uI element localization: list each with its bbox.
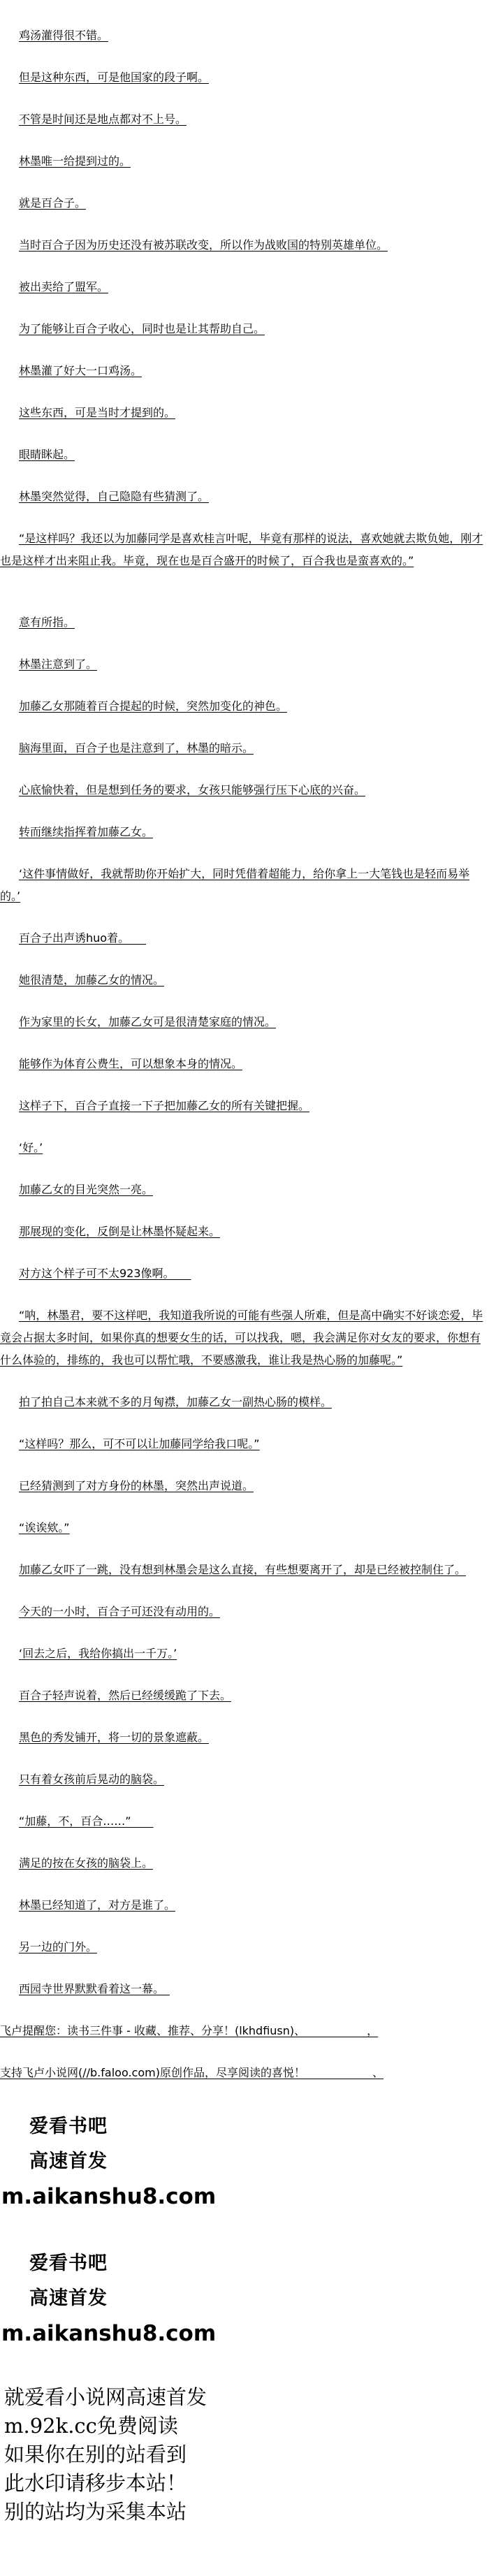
- novel-paragraph: 转而继续指挥着加藤乙女。: [19, 825, 154, 838]
- novel-paragraph: 为了能够让百合子收心，同时也是让其帮助自己。: [19, 322, 265, 335]
- novel-paragraph: 心底愉快着，但是想到任务的要求，女孩只能够强行压下心底的兴奋。: [19, 783, 366, 796]
- promo-block: [0, 2109, 489, 2351]
- novel-paragraph: 这样子下，百合子直接一下子把加藤乙女的所有关键把握。: [19, 1099, 310, 1112]
- novel-paragraph: 鸡汤灌得很不错。: [19, 29, 109, 42]
- novel-paragraph: 不管是时间还是地点都对不上号。: [19, 112, 187, 126]
- novel-paragraph: 脑海里面，百合子也是注意到了，林墨的暗示。: [19, 741, 254, 755]
- novel-paragraph: 百合子出声诱huo着。: [19, 931, 147, 945]
- novel-paragraph: 当时百合子因为历史还没有被苏联改变，所以作为战败国的特别英雄单位。: [19, 238, 388, 252]
- novel-paragraph: 林墨已经知道了，对方是谁了。: [19, 1898, 176, 1912]
- novel-paragraph: 她很清楚，加藤乙女的情况。: [19, 973, 165, 987]
- novel-paragraph: 满足的按在女孩的脑袋上。: [19, 1856, 154, 1870]
- novel-paragraph: 那展现的变化，反倒是让林墨怀疑起来。: [19, 1225, 221, 1238]
- novel-paragraph: 被出卖给了盟军。: [19, 280, 109, 293]
- novel-paragraph: 今天的一小时，百合子可还没有动用的。: [19, 1605, 221, 1618]
- novel-paragraph: 林墨唯一给提到过的。: [19, 154, 131, 168]
- novel-paragraph: “加藤，不，百合……”: [19, 1814, 154, 1828]
- novel-paragraph: 能够作为体育公费生，可以想象本身的情况。: [19, 1057, 243, 1070]
- watermark-line: m.92k.cc免费阅读: [4, 2414, 178, 2438]
- novel-paragraph: 林墨突然觉得，自己隐隐有些猜测了。: [19, 490, 210, 503]
- promo-site-url: m.aikanshu8.com: [1, 2184, 217, 2209]
- watermark-line: 别的站均为采集本站: [4, 2500, 187, 2524]
- promo-line: 爱看书吧: [29, 2116, 108, 2137]
- novel-paragraph: 林墨灌了好大一口鸡汤。: [19, 364, 143, 377]
- novel-paragraph: ‘这件事情做好，我就帮助你开始扩大，同时凭借着超能力，给你拿上一大笔钱也是轻而易举的。’: [0, 867, 470, 903]
- promo-line: 高速首发: [29, 2287, 108, 2309]
- novel-paragraph: 作为家里的长女，加藤乙女可是很清楚家庭的情况。: [19, 1015, 277, 1028]
- novel-paragraph: 但是这种东西，可是他国家的段子啊。: [19, 71, 210, 84]
- novel-paragraph: 眼睛眯起。: [19, 448, 75, 461]
- novel-paragraph: 就是百合子。: [19, 196, 87, 210]
- novel-paragraph: 林墨注意到了。: [19, 657, 98, 671]
- novel-paragraph: 已经猜测到了对方身份的林墨，突然出声说道。: [19, 1479, 254, 1492]
- promo-site-url: m.aikanshu8.com: [1, 2321, 217, 2346]
- novel-paragraph: “诶诶欸。”: [19, 1521, 70, 1534]
- novel-paragraph: 加藤乙女吓了一跳，没有想到林墨会是这么直接，有些想要离开了，却是已经被控制住了。: [19, 1563, 467, 1576]
- novel-paragraph: ‘回去之后，我给你搞出一千万。’: [19, 1647, 177, 1660]
- watermark-line: 此水印请移步本站！: [4, 2471, 187, 2495]
- promo-line: 高速首发: [29, 2151, 108, 2172]
- promo-group: [0, 2109, 489, 2214]
- promo-line: 爱看书吧: [29, 2253, 108, 2274]
- promo-group: [0, 2246, 489, 2351]
- novel-paragraph: 加藤乙女那随着百合提起的时候，突然加变化的神色。: [19, 699, 288, 713]
- novel-paragraph: 意有所指。: [19, 616, 75, 629]
- novel-paragraph: 只有着女孩前后晃动的脑袋。: [19, 1773, 165, 1786]
- novel-paragraph: “是这样吗？我还以为加藤同学是喜欢桂言叶呢，毕竟有那样的说法，喜欢她就去欺负她，刚才也是这样才出来阻止我。毕竟，现在也是百合盛开的时候了，百合我也是蛮喜欢的。”: [0, 532, 483, 567]
- watermark-line: 如果你在别的站看到: [4, 2443, 187, 2466]
- novel-paragraph: 对方这个样子可不太923像啊。: [19, 1267, 191, 1280]
- novel-paragraph: “呐，林墨君，要不这样吧，我知道我所说的可能有些强人所难，但是高中确实不好谈恋爱，毕竟会占据太多时间，如果你真的想要女生的话，可以找我，嗯，我会满足你对女友的要求，你想有什么体验的，排练的，我也可以帮忙哦，不要感激我，谁让我是热心肠的加藤呢。”: [0, 1309, 483, 1367]
- novel-paragraph: 飞卢提醒您：读书三件事 - 收藏、推荐、分享！(lkhdfiusn)、 ，: [0, 2024, 379, 2037]
- novel-paragraph: “这样吗？那么，可不可以让加藤同学给我口呢。”: [19, 1437, 260, 1450]
- novel-paragraph: 支持飞卢小说网(//b.faloo.com)原创作品，尽享阅读的喜悦！ 、: [0, 2066, 384, 2079]
- novel-paragraph: 另一边的门外。: [19, 1940, 98, 1953]
- novel-paragraph: 加藤乙女的目光突然一亮。: [19, 1183, 154, 1196]
- novel-paragraph: 拍了拍自己本来就不多的月匈襟，加藤乙女一副热心肠的模样。: [19, 1395, 333, 1409]
- novel-paragraph: 这些东西，可是当时才提到的。: [19, 406, 176, 419]
- watermark-block: [0, 2383, 489, 2526]
- novel-paragraph: 黑色的秀发铺开，将一切的景象遮蔽。: [19, 1731, 210, 1744]
- watermark-line: 就爱看小说网高速首发: [4, 2385, 207, 2409]
- novel-paragraph: 百合子轻声说着，然后已经缓缓跪了下去。: [19, 1689, 232, 1702]
- novel-paragraph: 西园寺世界默默看着这一幕。: [19, 1982, 170, 1995]
- novel-paragraph: ‘好。’: [19, 1141, 43, 1154]
